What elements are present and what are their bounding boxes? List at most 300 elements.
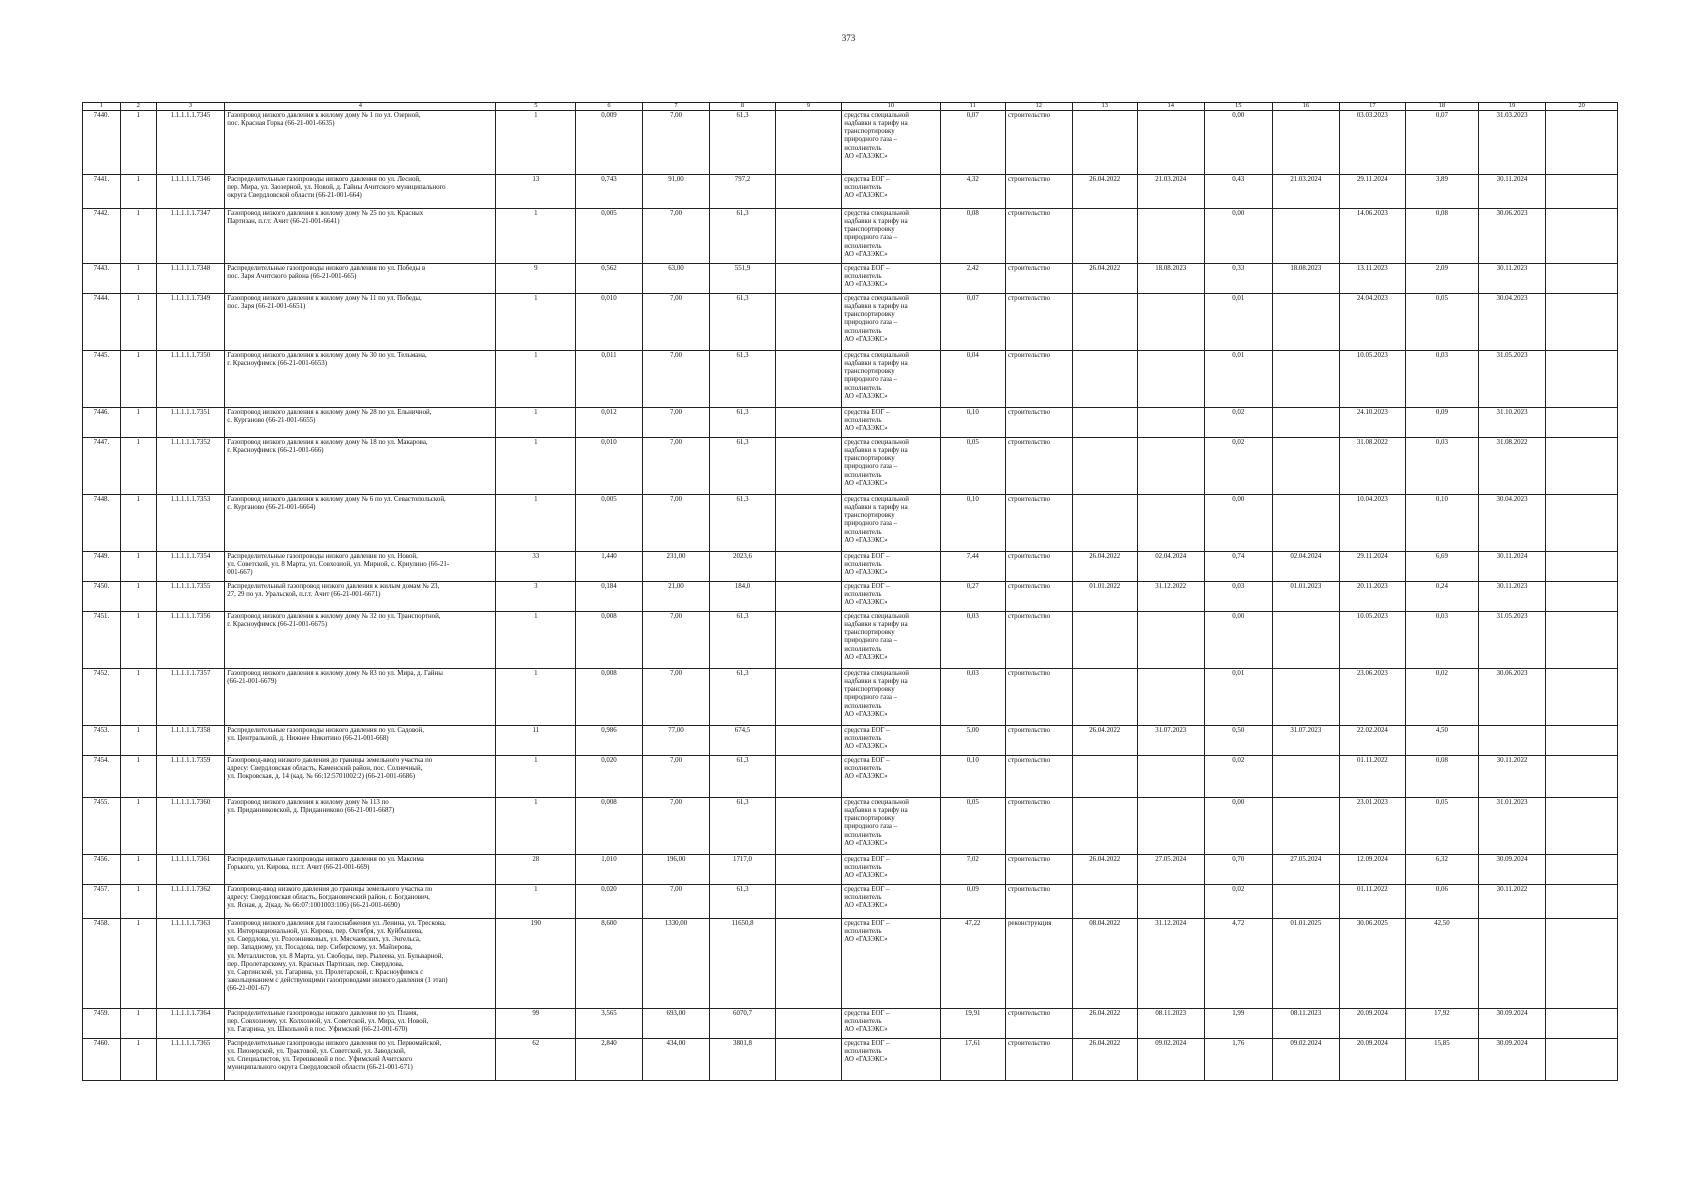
object-description-cell: Распределительные газопроводы низкого давления по ул. Максима Горького, ул. Кирова, п.г.т. Ачит (66-21-001-669) [225, 855, 496, 885]
object-description-cell: Распределительный газопровод низкого давления к жилым домам № 23, 27, 29 по ул. Уральской, п.г.т. Ачит (66-21-001-6671) [225, 582, 496, 612]
col7-cell: 7,00 [642, 885, 710, 919]
funding-source-cell: средства специальной надбавки к тарифу на транспортировку природного газа – исполнитель АО «ГАЗЭКС» [842, 111, 940, 175]
col15-cell: 0,43 [1204, 175, 1273, 209]
col18-cell: 0,05 [1406, 294, 1479, 351]
col5-cell: 1 [496, 495, 576, 552]
start-date-cell [1072, 495, 1137, 552]
table-row [83, 885, 1618, 919]
col2-cell: 1 [120, 1039, 156, 1081]
cost-cell: 5,00 [940, 726, 1005, 756]
col9-cell [775, 726, 842, 756]
cost-cell: 0,05 [940, 798, 1005, 855]
row-number-cell: 7452. [83, 669, 121, 726]
row-number-cell: 7450. [83, 582, 121, 612]
completion-date-cell: 31.05.2023 [1478, 351, 1546, 408]
col18-cell: 3,89 [1406, 175, 1479, 209]
table-row [83, 408, 1618, 438]
end-date-cell: 09.02.2024 [1137, 1039, 1204, 1081]
row-number-cell: 7455. [83, 798, 121, 855]
completion-date-cell: 30.06.2023 [1478, 209, 1546, 264]
work-type-cell: строительство [1005, 264, 1072, 294]
start-date-cell [1072, 885, 1137, 919]
col2-cell: 1 [120, 438, 156, 495]
col7-cell: 693,00 [642, 1009, 710, 1039]
end-date-cell: 31.12.2022 [1137, 582, 1204, 612]
table-row [83, 582, 1618, 612]
col17-date-cell: 03.03.2023 [1339, 111, 1406, 175]
completion-date-cell: 30.11.2022 [1478, 756, 1546, 798]
funding-source-cell: средства специальной надбавки к тарифу на транспортировку природного газа – исполнитель АО «ГАЗЭКС» [842, 294, 940, 351]
column-header: 16 [1273, 103, 1340, 111]
funding-source-cell: средства ЕОГ – исполнитель АО «ГАЗЭКС» [842, 885, 940, 919]
col15-cell: 0,02 [1204, 756, 1273, 798]
row-number-cell: 7444. [83, 294, 121, 351]
object-description-cell: Газопровод низкого давления к жилому дому № 11 по ул. Победы, пос. Заря (66-21-001-6651) [225, 294, 496, 351]
column-header: 11 [940, 103, 1005, 111]
work-type-cell: строительство [1005, 582, 1072, 612]
table-row [83, 111, 1618, 175]
funding-source-cell: средства ЕОГ – исполнитель АО «ГАЗЭКС» [842, 1009, 940, 1039]
cost-cell: 7,44 [940, 552, 1005, 582]
col15-cell: 0,02 [1204, 408, 1273, 438]
table-row [83, 294, 1618, 351]
cost-cell: 0,09 [940, 885, 1005, 919]
col8-cell: 61,3 [710, 612, 775, 669]
work-type-cell: строительство [1005, 175, 1072, 209]
col17-date-cell: 30.06.2025 [1339, 919, 1406, 1009]
col7-cell: 77,00 [642, 726, 710, 756]
row-number-cell: 7454. [83, 756, 121, 798]
length-cell: 2,840 [576, 1039, 643, 1081]
col20-cell [1546, 209, 1618, 264]
col2-cell: 1 [120, 582, 156, 612]
object-description-cell: Распределительные газопроводы низкого давления по ул. Новой, ул. Советской, ул. 8 Марта, ул. Совхозной, ул. Мирной, с. Криулино (66-21- 001-667) [225, 552, 496, 582]
col7-cell: 63,00 [642, 264, 710, 294]
col9-cell [775, 855, 842, 885]
col20-cell [1546, 1009, 1618, 1039]
col5-cell: 28 [496, 855, 576, 885]
end-date-cell [1137, 294, 1204, 351]
col8-cell: 551,9 [710, 264, 775, 294]
row-number-cell: 7460. [83, 1039, 121, 1081]
col7-cell: 7,00 [642, 495, 710, 552]
col5-cell: 1 [496, 111, 576, 175]
object-description-cell: Газопровод низкого давления к жилому дому № 25 по ул. Красных Партизан, п.г.т. Ачит (66-21-001-6641) [225, 209, 496, 264]
col15-cell: 0,03 [1204, 582, 1273, 612]
col16-cell [1273, 294, 1340, 351]
completion-date-cell: 31.08.2022 [1478, 438, 1546, 495]
column-header: 12 [1005, 103, 1072, 111]
col17-date-cell: 24.04.2023 [1339, 294, 1406, 351]
object-code-cell: 1.1.1.1.1.7354 [156, 552, 225, 582]
cost-cell: 0,08 [940, 209, 1005, 264]
object-description-cell: Газопровод низкого давления к жилому дому № 1 по ул. Озерной, пос. Красная Горка (66-21-001-6635) [225, 111, 496, 175]
col16-cell: 27.05.2024 [1273, 855, 1340, 885]
col7-cell: 7,00 [642, 209, 710, 264]
completion-date-cell: 30.04.2023 [1478, 495, 1546, 552]
column-number-header-row [83, 103, 1618, 111]
object-code-cell: 1.1.1.1.1.7357 [156, 669, 225, 726]
col9-cell [775, 885, 842, 919]
column-header: 1 [83, 103, 121, 111]
cost-cell: 4,32 [940, 175, 1005, 209]
col2-cell: 1 [120, 612, 156, 669]
col20-cell [1546, 756, 1618, 798]
object-code-cell: 1.1.1.1.1.7358 [156, 726, 225, 756]
cost-cell: 0,07 [940, 294, 1005, 351]
col2-cell: 1 [120, 798, 156, 855]
col16-cell: 01.01.2025 [1273, 919, 1340, 1009]
col8-cell: 184,0 [710, 582, 775, 612]
col17-date-cell: 12.09.2024 [1339, 855, 1406, 885]
object-code-cell: 1.1.1.1.1.7365 [156, 1039, 225, 1081]
col9-cell [775, 552, 842, 582]
start-date-cell: 26.04.2022 [1072, 855, 1137, 885]
col18-cell: 0,03 [1406, 351, 1479, 408]
work-type-cell: строительство [1005, 552, 1072, 582]
length-cell: 0,020 [576, 756, 643, 798]
col15-cell: 0,01 [1204, 669, 1273, 726]
funding-source-cell: средства ЕОГ – исполнитель АО «ГАЗЭКС» [842, 855, 940, 885]
col18-cell: 0,10 [1406, 495, 1479, 552]
col15-cell: 0,74 [1204, 552, 1273, 582]
column-header: 2 [120, 103, 156, 111]
start-date-cell [1072, 756, 1137, 798]
col2-cell: 1 [120, 1009, 156, 1039]
row-number-cell: 7448. [83, 495, 121, 552]
col8-cell: 61,3 [710, 408, 775, 438]
col15-cell: 1,99 [1204, 1009, 1273, 1039]
cost-cell: 7,02 [940, 855, 1005, 885]
work-type-cell: строительство [1005, 495, 1072, 552]
work-type-cell: строительство [1005, 669, 1072, 726]
col16-cell [1273, 756, 1340, 798]
col7-cell: 231,00 [642, 552, 710, 582]
col15-cell: 0,02 [1204, 885, 1273, 919]
funding-source-cell: средства ЕОГ – исполнитель АО «ГАЗЭКС» [842, 726, 940, 756]
object-code-cell: 1.1.1.1.1.7356 [156, 612, 225, 669]
funding-source-cell: средства ЕОГ – исполнитель АО «ГАЗЭКС» [842, 756, 940, 798]
length-cell: 0,011 [576, 351, 643, 408]
funding-source-cell: средства ЕОГ – исполнитель АО «ГАЗЭКС» [842, 408, 940, 438]
table-row [83, 351, 1618, 408]
cost-cell: 19,91 [940, 1009, 1005, 1039]
col18-cell: 2,09 [1406, 264, 1479, 294]
table-row [83, 175, 1618, 209]
col8-cell: 1717,0 [710, 855, 775, 885]
end-date-cell [1137, 669, 1204, 726]
object-code-cell: 1.1.1.1.1.7349 [156, 294, 225, 351]
object-code-cell: 1.1.1.1.1.7359 [156, 756, 225, 798]
col17-date-cell: 10.05.2023 [1339, 612, 1406, 669]
col5-cell: 1 [496, 885, 576, 919]
completion-date-cell [1478, 726, 1546, 756]
object-code-cell: 1.1.1.1.1.7347 [156, 209, 225, 264]
col8-cell: 61,3 [710, 495, 775, 552]
col16-cell: 21.03.2024 [1273, 175, 1340, 209]
object-description-cell: Распределительные газопроводы низкого давления по ул. Садовой, ул. Центральной, д. Нижнее Никитино (66-21-001-668) [225, 726, 496, 756]
page-number: 373 [841, 33, 856, 43]
col17-date-cell: 20.09.2024 [1339, 1009, 1406, 1039]
cost-cell: 0,10 [940, 756, 1005, 798]
col8-cell: 61,3 [710, 798, 775, 855]
col16-cell: 01.01.2023 [1273, 582, 1340, 612]
col7-cell: 1330,00 [642, 919, 710, 1009]
start-date-cell [1072, 209, 1137, 264]
col15-cell: 0,70 [1204, 855, 1273, 885]
cost-cell: 0,03 [940, 612, 1005, 669]
col18-cell: 0,09 [1406, 408, 1479, 438]
col15-cell: 0,00 [1204, 495, 1273, 552]
col20-cell [1546, 111, 1618, 175]
column-header: 18 [1406, 103, 1479, 111]
col7-cell: 434,00 [642, 1039, 710, 1081]
length-cell: 0,005 [576, 209, 643, 264]
col9-cell [775, 669, 842, 726]
col2-cell: 1 [120, 756, 156, 798]
col18-cell: 4,50 [1406, 726, 1479, 756]
row-number-cell: 7451. [83, 612, 121, 669]
work-type-cell: реконструкция [1005, 919, 1072, 1009]
cost-cell: 0,10 [940, 495, 1005, 552]
length-cell: 8,600 [576, 919, 643, 1009]
col20-cell [1546, 264, 1618, 294]
object-description-cell: Распределительные газопроводы низкого давления по ул. Первомайской, ул. Пионерской, ул. Трактовой, ул. Советской, ул. Заводской, ул. Специалистов, ул. Терешковой в пос. Уфимский Ачитского муниципального округа Свердловской области (66-21-001-671) [225, 1039, 496, 1081]
row-number-cell: 7457. [83, 885, 121, 919]
gas-pipeline-register-table [82, 102, 1618, 1081]
table-row [83, 209, 1618, 264]
row-number-cell: 7441. [83, 175, 121, 209]
start-date-cell: 26.04.2022 [1072, 726, 1137, 756]
col8-cell: 674,5 [710, 726, 775, 756]
end-date-cell [1137, 612, 1204, 669]
col5-cell: 13 [496, 175, 576, 209]
object-description-cell: Газопровод-ввод низкого давления до границы земельного участка по адресу: Свердловская область, Богдановичский район, г. Богданович, ул. Ясная, д. 2(кад. № 66:07:1001003:106) (66-21-001-6690) [225, 885, 496, 919]
object-code-cell: 1.1.1.1.1.7363 [156, 919, 225, 1009]
funding-source-cell: средства специальной надбавки к тарифу на транспортировку природного газа – исполнитель АО «ГАЗЭКС» [842, 798, 940, 855]
end-date-cell: 21.03.2024 [1137, 175, 1204, 209]
col17-date-cell: 29.11.2024 [1339, 552, 1406, 582]
cost-cell: 17,61 [940, 1039, 1005, 1081]
col2-cell: 1 [120, 669, 156, 726]
col16-cell [1273, 885, 1340, 919]
start-date-cell [1072, 612, 1137, 669]
start-date-cell: 26.04.2022 [1072, 1039, 1137, 1081]
funding-source-cell: средства ЕОГ – исполнитель АО «ГАЗЭКС» [842, 175, 940, 209]
completion-date-cell: 31.10.2023 [1478, 408, 1546, 438]
row-number-cell: 7446. [83, 408, 121, 438]
col15-cell: 0,00 [1204, 798, 1273, 855]
end-date-cell: 31.12.2024 [1137, 919, 1204, 1009]
col8-cell: 6070,7 [710, 1009, 775, 1039]
start-date-cell: 08.04.2022 [1072, 919, 1137, 1009]
col20-cell [1546, 495, 1618, 552]
funding-source-cell: средства специальной надбавки к тарифу на транспортировку природного газа – исполнитель АО «ГАЗЭКС» [842, 612, 940, 669]
object-code-cell: 1.1.1.1.1.7352 [156, 438, 225, 495]
col2-cell: 1 [120, 209, 156, 264]
object-description-cell: Газопровод низкого давления к жилому дому № 6 по ул. Севастопольской, с. Курганово (66-21-001-6664) [225, 495, 496, 552]
object-description-cell: Распределительные газопроводы низкого давления по ул. Лесной, пер. Мира, ул. Заозерной, ул. Новой, д. Гайны Ачитского муниципального округа Свердловской области (66-21-001-664) [225, 175, 496, 209]
col8-cell: 61,3 [710, 351, 775, 408]
col8-cell: 2023,6 [710, 552, 775, 582]
work-type-cell: строительство [1005, 1009, 1072, 1039]
col16-cell [1273, 669, 1340, 726]
col5-cell: 99 [496, 1009, 576, 1039]
col16-cell [1273, 408, 1340, 438]
length-cell: 3,565 [576, 1009, 643, 1039]
column-header: 10 [842, 103, 940, 111]
col9-cell [775, 264, 842, 294]
col5-cell: 1 [496, 351, 576, 408]
completion-date-cell: 30.11.2023 [1478, 582, 1546, 612]
column-header: 4 [225, 103, 496, 111]
row-number-cell: 7445. [83, 351, 121, 408]
col7-cell: 7,00 [642, 408, 710, 438]
object-code-cell: 1.1.1.1.1.7361 [156, 855, 225, 885]
col15-cell: 0,33 [1204, 264, 1273, 294]
row-number-cell: 7449. [83, 552, 121, 582]
end-date-cell: 31.07.2023 [1137, 726, 1204, 756]
col17-date-cell: 20.11.2023 [1339, 582, 1406, 612]
length-cell: 1,440 [576, 552, 643, 582]
completion-date-cell: 30.09.2024 [1478, 855, 1546, 885]
col5-cell: 1 [496, 756, 576, 798]
funding-source-cell: средства специальной надбавки к тарифу на транспортировку природного газа – исполнитель АО «ГАЗЭКС» [842, 669, 940, 726]
col18-cell: 6,69 [1406, 552, 1479, 582]
col7-cell: 7,00 [642, 351, 710, 408]
start-date-cell [1072, 798, 1137, 855]
col9-cell [775, 612, 842, 669]
start-date-cell [1072, 294, 1137, 351]
funding-source-cell: средства специальной надбавки к тарифу на транспортировку природного газа – исполнитель АО «ГАЗЭКС» [842, 495, 940, 552]
col5-cell: 1 [496, 612, 576, 669]
row-number-cell: 7440. [83, 111, 121, 175]
length-cell: 1,010 [576, 855, 643, 885]
start-date-cell [1072, 408, 1137, 438]
col15-cell: 0,00 [1204, 612, 1273, 669]
end-date-cell [1137, 495, 1204, 552]
col9-cell [775, 495, 842, 552]
table-body [83, 111, 1618, 1081]
col17-date-cell: 01.11.2022 [1339, 885, 1406, 919]
row-number-cell: 7442. [83, 209, 121, 264]
work-type-cell: строительство [1005, 294, 1072, 351]
col18-cell: 0,08 [1406, 209, 1479, 264]
table-row [83, 756, 1618, 798]
object-code-cell: 1.1.1.1.1.7355 [156, 582, 225, 612]
end-date-cell [1137, 408, 1204, 438]
column-header: 20 [1546, 103, 1618, 111]
funding-source-cell: средства специальной надбавки к тарифу на транспортировку природного газа – исполнитель АО «ГАЗЭКС» [842, 209, 940, 264]
object-code-cell: 1.1.1.1.1.7351 [156, 408, 225, 438]
col17-date-cell: 10.04.2023 [1339, 495, 1406, 552]
col7-cell: 7,00 [642, 111, 710, 175]
cost-cell: 0,03 [940, 669, 1005, 726]
col17-date-cell: 24.10.2023 [1339, 408, 1406, 438]
table-row [83, 669, 1618, 726]
object-description-cell: Газопровод низкого давления к жилому дому № 113 по ул. Приданниковской, д. Приданниково (66-21-001-6687) [225, 798, 496, 855]
completion-date-cell: 30.04.2023 [1478, 294, 1546, 351]
column-header: 8 [710, 103, 775, 111]
cost-cell: 0,10 [940, 408, 1005, 438]
end-date-cell: 27.05.2024 [1137, 855, 1204, 885]
col7-cell: 7,00 [642, 438, 710, 495]
col18-cell: 17,92 [1406, 1009, 1479, 1039]
table-row [83, 495, 1618, 552]
column-header: 5 [496, 103, 576, 111]
funding-source-cell: средства специальной надбавки к тарифу на транспортировку природного газа – исполнитель АО «ГАЗЭКС» [842, 351, 940, 408]
col2-cell: 1 [120, 726, 156, 756]
length-cell: 0,010 [576, 438, 643, 495]
end-date-cell [1137, 209, 1204, 264]
col20-cell [1546, 855, 1618, 885]
col18-cell: 0,03 [1406, 438, 1479, 495]
object-description-cell: Газопровод низкого давления к жилому дому № 18 по ул. Макарова, г. Красноуфимск (66-21-001-666) [225, 438, 496, 495]
row-number-cell: 7447. [83, 438, 121, 495]
col9-cell [775, 111, 842, 175]
end-date-cell [1137, 756, 1204, 798]
work-type-cell: строительство [1005, 209, 1072, 264]
table-row [83, 798, 1618, 855]
end-date-cell [1137, 885, 1204, 919]
object-code-cell: 1.1.1.1.1.7353 [156, 495, 225, 552]
col5-cell: 62 [496, 1039, 576, 1081]
length-cell: 0,184 [576, 582, 643, 612]
object-code-cell: 1.1.1.1.1.7362 [156, 885, 225, 919]
col5-cell: 1 [496, 438, 576, 495]
col17-date-cell: 13.11.2023 [1339, 264, 1406, 294]
length-cell: 0,012 [576, 408, 643, 438]
table-row [83, 1009, 1618, 1039]
col18-cell: 0,02 [1406, 669, 1479, 726]
length-cell: 0,005 [576, 495, 643, 552]
col20-cell [1546, 726, 1618, 756]
object-code-cell: 1.1.1.1.1.7345 [156, 111, 225, 175]
col7-cell: 7,00 [642, 798, 710, 855]
work-type-cell: строительство [1005, 885, 1072, 919]
completion-date-cell: 31.03.2023 [1478, 111, 1546, 175]
col2-cell: 1 [120, 175, 156, 209]
table-row [83, 855, 1618, 885]
start-date-cell: 01.01.2022 [1072, 582, 1137, 612]
col2-cell: 1 [120, 552, 156, 582]
col2-cell: 1 [120, 495, 156, 552]
col9-cell [775, 351, 842, 408]
col7-cell: 21,00 [642, 582, 710, 612]
col8-cell: 11650,8 [710, 919, 775, 1009]
col9-cell [775, 1039, 842, 1081]
work-type-cell: строительство [1005, 408, 1072, 438]
col2-cell: 1 [120, 111, 156, 175]
cost-cell: 0,04 [940, 351, 1005, 408]
col16-cell [1273, 495, 1340, 552]
col8-cell: 797,2 [710, 175, 775, 209]
col5-cell: 11 [496, 726, 576, 756]
col15-cell: 0,00 [1204, 209, 1273, 264]
funding-source-cell: средства специальной надбавки к тарифу на транспортировку природного газа – исполнитель АО «ГАЗЭКС» [842, 438, 940, 495]
col20-cell [1546, 175, 1618, 209]
table-row [83, 919, 1618, 1009]
col16-cell [1273, 612, 1340, 669]
col2-cell: 1 [120, 855, 156, 885]
col7-cell: 7,00 [642, 612, 710, 669]
col17-date-cell: 23.01.2023 [1339, 798, 1406, 855]
completion-date-cell: 30.11.2024 [1478, 175, 1546, 209]
col2-cell: 1 [120, 919, 156, 1009]
col20-cell [1546, 438, 1618, 495]
col5-cell: 1 [496, 669, 576, 726]
object-code-cell: 1.1.1.1.1.7348 [156, 264, 225, 294]
